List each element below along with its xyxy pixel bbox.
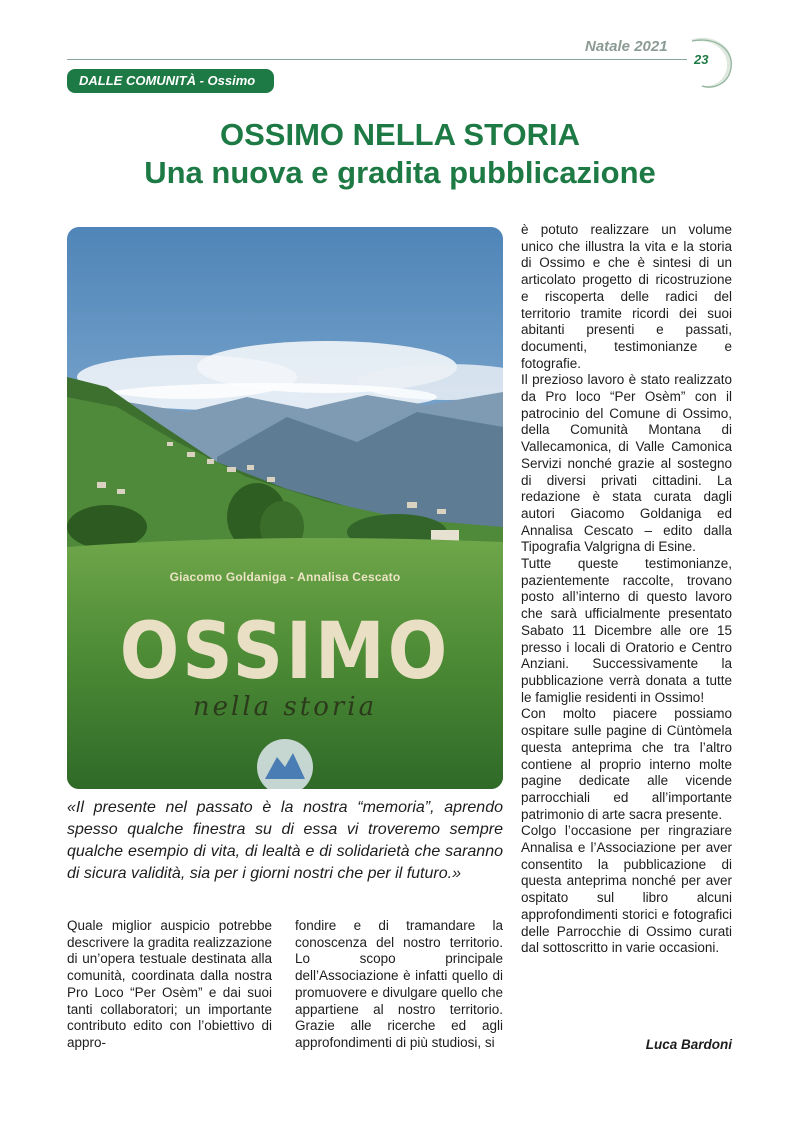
article-column-3	[521, 222, 732, 957]
cover-subtitle: nella storia	[192, 692, 378, 722]
pull-quote: «Il presente nel passato è la nostra “memoria”, aprendo spesso qualche finestra su di essa vi troveremo sempre qualche esempio di vita, di lealtà e di solidarietà che saranno di sicura validità, sia per i giorni nostri che per il futuro.»	[67, 799, 503, 882]
section-badge	[67, 69, 274, 93]
issue-label: Natale 2021	[585, 38, 668, 55]
article-column-1	[67, 918, 272, 1052]
paragraph: è potuto realizzare un volume unico che illustra la vita e la storia di Ossimo e che è sintesi di un articolato progetto di ricostruzione e riscoperta delle radici del territorio tramite ricordi dei suoi abitanti presenti e passati, documenti, testimonianze e fotografie.	[521, 222, 732, 371]
header-rule	[67, 59, 687, 60]
article-title: OSSIMO NELLA STORIA	[220, 117, 580, 152]
paragraph: Colgo l’occasione per ringraziare Annalisa e l’Associazione per aver consentito la pubblicazione di questa anteprima nonché per aver ospitato sul libro alcuni approfondimenti storici e fotografici delle Parrocchie di Ossimo curati dal sottoscritto in varie occasioni.	[521, 823, 732, 956]
article-subtitle: Una nuova e gradita pubblicazione	[144, 155, 656, 190]
section-label: DALLE COMUNITÀ - Ossimo	[79, 73, 256, 88]
paragraph: Con molto piacere possiamo ospitare sulle pagine di Cüntòmela questa anteprima che tra l’altro contiene al proprio interno molte pagine dedicate alle vicende parrocchiali ed all’importante patrimonio di arte sacra presente.	[521, 706, 732, 822]
cover-authors: Giacomo Goldaniga - Annalisa Cescato	[169, 570, 401, 584]
paragraph: Il prezioso lavoro è stato realizzato da Pro loco “Per Osèm” con il patrocinio del Comune di Ossimo, della Comunità Montana di Vallecamonica, di Valle Camonica Servizi nonché grazie al sostegno di diversi privati cittadini. La redazione è stata curata dagli autori Giacomo Goldaniga ed Annalisa Cescato – edito dalla Tipografia Valgrigna di Esine.	[521, 372, 732, 555]
page-number-swirl-icon	[682, 30, 742, 94]
paragraph: fondire e di tramandare la conoscenza del nostro territorio. Lo scopo principale dell’Associazione è infatti quello di promuovere e divulgare quello che appartiene al nostro territorio. Grazie alle ricerche ed agli approfondimenti di più studiosi, si	[295, 918, 503, 1050]
page-number: 23	[694, 52, 709, 67]
page-number-badge	[682, 30, 742, 94]
article-column-2	[295, 918, 503, 1052]
cover-title: OSSIMO	[119, 605, 451, 697]
paragraph: Quale miglior auspicio potrebbe descrivere la gradita realizzazione di un’opera testuale destinata alla comunità, coordinata dalla nostra Pro Loco “Per Osèm” e dai suoi tanti collaboratori; un importante contributo edito con l’obiettivo di appro-	[67, 918, 272, 1050]
author-signature: Luca Bardoni	[645, 1037, 732, 1052]
paragraph: Tutte queste testimonianze, pazientemente raccolte, trovano posto all’interno di questo lavoro che sarà ufficialmente presentato Sabato 11 Dicembre alle ore 15 presso i locali di Oratorio e Centro Anziani. Successivamente la pubblicazione verrà donata a tutte le famiglie residenti in Ossimo!	[521, 556, 732, 705]
book-cover-image	[67, 227, 503, 789]
